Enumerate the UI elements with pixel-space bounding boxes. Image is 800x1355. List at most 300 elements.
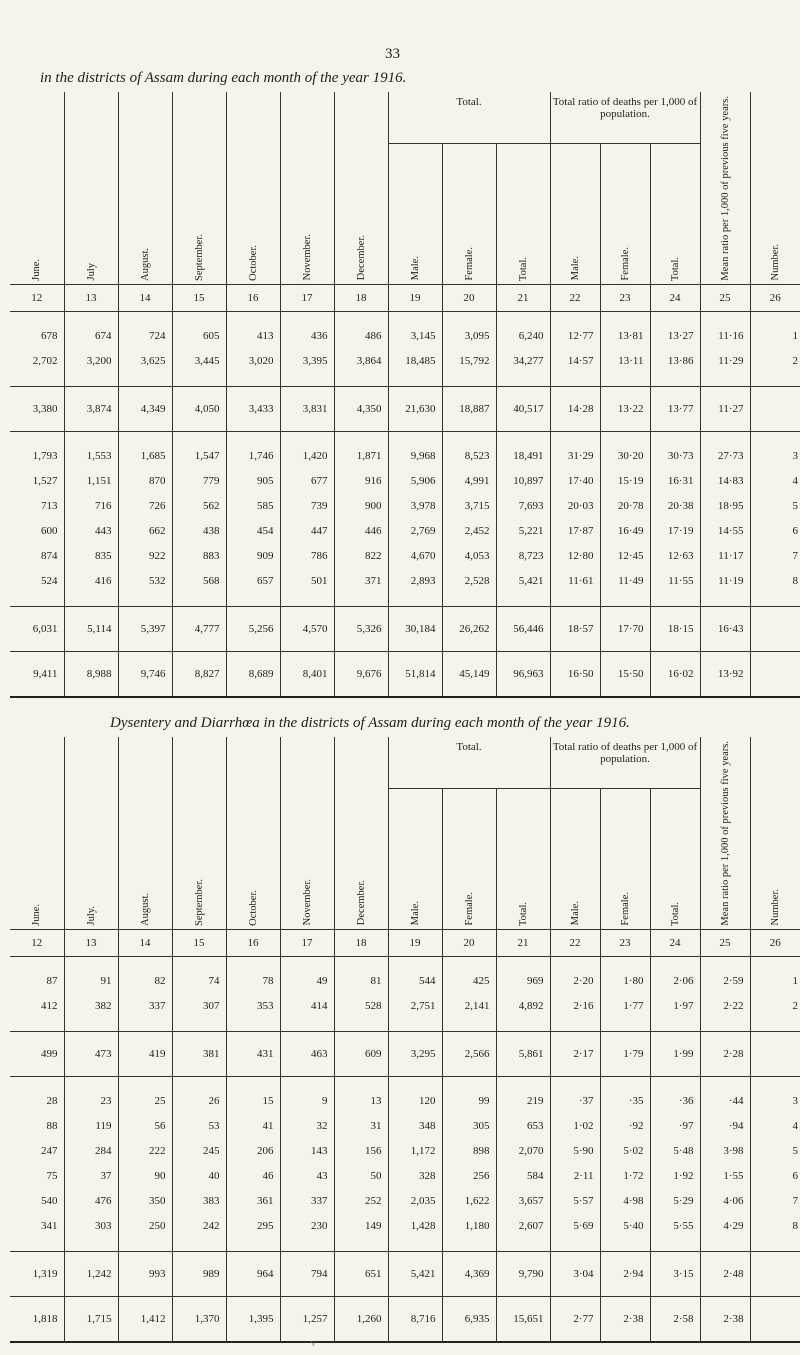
table-cell: 6,935 bbox=[442, 1296, 496, 1342]
table-cell: 473 bbox=[64, 1031, 118, 1076]
table-cell: 96,963 bbox=[496, 651, 550, 697]
table-cell: 1,260 bbox=[334, 1296, 388, 1342]
table-cell: 23 bbox=[64, 1089, 118, 1114]
table-cell: 16·43 bbox=[700, 606, 750, 651]
table-cell: 1·55 bbox=[700, 1164, 750, 1189]
table-cell: 219 bbox=[496, 1089, 550, 1114]
table-cell: 2·11 bbox=[550, 1164, 600, 1189]
column-number: 18 bbox=[334, 929, 388, 956]
table-cell: 17·40 bbox=[550, 469, 600, 494]
table-cell: 5,221 bbox=[496, 519, 550, 544]
table-cell: 1,257 bbox=[280, 1296, 334, 1342]
table-cell: 822 bbox=[334, 544, 388, 569]
table-cell: 337 bbox=[118, 994, 172, 1019]
table-cell: 4·06 bbox=[700, 1189, 750, 1214]
table-cell: 9,411 bbox=[10, 651, 64, 697]
month-header: September. bbox=[172, 92, 226, 284]
table-cell: 15,651 bbox=[496, 1296, 550, 1342]
month-header: August. bbox=[118, 737, 172, 929]
table-cell: 20·38 bbox=[650, 494, 700, 519]
table-cell: 16·31 bbox=[650, 469, 700, 494]
mean-ratio-header: Mean ratio per 1,000 of previous five years. bbox=[700, 92, 750, 284]
table-cell: 16·02 bbox=[650, 651, 700, 697]
table-cell: 2,035 bbox=[388, 1189, 442, 1214]
table-cell: 2·48 bbox=[700, 1251, 750, 1296]
table-cell: 4,350 bbox=[334, 386, 388, 431]
table-cell: 9 bbox=[280, 1089, 334, 1114]
table-row bbox=[10, 651, 800, 697]
table-cell: 2,528 bbox=[442, 569, 496, 594]
table-cell bbox=[750, 1296, 800, 1342]
table-cell: 18,491 bbox=[496, 444, 550, 469]
total-sub-header: Male. bbox=[388, 788, 442, 929]
table-cell: 3,395 bbox=[280, 349, 334, 374]
table-cell: 8,689 bbox=[226, 651, 280, 697]
table-cell: 5·57 bbox=[550, 1189, 600, 1214]
table-cell: 14·28 bbox=[550, 386, 600, 431]
table-row bbox=[10, 1031, 800, 1076]
table-cell: 5,114 bbox=[64, 606, 118, 651]
table-cell: 1·77 bbox=[600, 994, 650, 1019]
ratio-sub-header: Male. bbox=[550, 788, 600, 929]
table-cell: 371 bbox=[334, 569, 388, 594]
table-cell: 25 bbox=[118, 1089, 172, 1114]
table-cell: 11·29 bbox=[700, 349, 750, 374]
table-cell: 3,145 bbox=[388, 324, 442, 349]
table-cell: 17·70 bbox=[600, 606, 650, 651]
table-cell: 600 bbox=[10, 519, 64, 544]
table-cell: 726 bbox=[118, 494, 172, 519]
table-cell: 120 bbox=[388, 1089, 442, 1114]
table-cell: 898 bbox=[442, 1139, 496, 1164]
table-cell: 1·99 bbox=[650, 1031, 700, 1076]
table-cell: 609 bbox=[334, 1031, 388, 1076]
ratio-sub-header: Male. bbox=[550, 143, 600, 284]
table-cell: 2,893 bbox=[388, 569, 442, 594]
table-cell: 414 bbox=[280, 994, 334, 1019]
ratio-sub-header: Total. bbox=[650, 788, 700, 929]
table-cell: 5,421 bbox=[388, 1251, 442, 1296]
total-sub-header: Male. bbox=[388, 143, 442, 284]
column-number: 12 bbox=[10, 929, 64, 956]
table-cell: 870 bbox=[118, 469, 172, 494]
month-header: June. bbox=[10, 92, 64, 284]
table-cell: ·44 bbox=[700, 1089, 750, 1114]
table-cell: 7 bbox=[792, 550, 799, 563]
month-header: December. bbox=[334, 737, 388, 929]
column-number: 22 bbox=[550, 284, 600, 311]
table-cell: 3,625 bbox=[118, 349, 172, 374]
table-cell: 4·98 bbox=[600, 1189, 650, 1214]
table-cell: 4,892 bbox=[496, 994, 550, 1019]
table-cell: 677 bbox=[280, 469, 334, 494]
table-cell: 1,818 bbox=[10, 1296, 64, 1342]
number-header: Number. bbox=[750, 737, 800, 929]
table-cell: 20·03 bbox=[550, 494, 600, 519]
table-cell bbox=[750, 1031, 800, 1076]
column-number: 26 bbox=[750, 284, 800, 311]
table-cell: 5,256 bbox=[226, 606, 280, 651]
table2-title: Dysentery and Diarrhœa in the districts of Assam during each month of the year 1916. bbox=[110, 715, 630, 731]
table-cell: 11·49 bbox=[600, 569, 650, 594]
table-cell: 5,397 bbox=[118, 606, 172, 651]
table-cell: 6,031 bbox=[10, 606, 64, 651]
table-cell: 651 bbox=[334, 1251, 388, 1296]
table-row bbox=[10, 1164, 800, 1189]
table-cell: 6 bbox=[792, 1170, 799, 1183]
table-cell: 2,141 bbox=[442, 994, 496, 1019]
table-cell: 8,401 bbox=[280, 651, 334, 697]
table-cell: 7 bbox=[792, 1195, 799, 1208]
table-cell: 3,831 bbox=[280, 386, 334, 431]
table-cell: 779 bbox=[172, 469, 226, 494]
table-cell: 1·92 bbox=[650, 1164, 700, 1189]
month-header: November. bbox=[280, 92, 334, 284]
table-cell: 14·57 bbox=[550, 349, 600, 374]
table-cell: 2·06 bbox=[650, 969, 700, 994]
table-cell: 26 bbox=[172, 1089, 226, 1114]
table-cell: 8,827 bbox=[172, 651, 226, 697]
table-cell: 1,871 bbox=[334, 444, 388, 469]
table-cell: 295 bbox=[226, 1214, 280, 1239]
table-cell: 1,370 bbox=[172, 1296, 226, 1342]
table-cell: 454 bbox=[226, 519, 280, 544]
table-cell: 3·15 bbox=[650, 1251, 700, 1296]
table-cell: 12·45 bbox=[600, 544, 650, 569]
table-cell: 3,874 bbox=[64, 386, 118, 431]
table-cell: 91 bbox=[64, 969, 118, 994]
table-cell: 341 bbox=[10, 1214, 64, 1239]
month-header: July bbox=[64, 92, 118, 284]
table-cell: 56 bbox=[118, 1114, 172, 1139]
table-cell: 3,715 bbox=[442, 494, 496, 519]
table-cell: 8 bbox=[792, 575, 799, 588]
table-cell: ·97 bbox=[650, 1114, 700, 1139]
column-number: 15 bbox=[172, 284, 226, 311]
column-number: 13 bbox=[64, 929, 118, 956]
table-cell: ·92 bbox=[600, 1114, 650, 1139]
mean-ratio-header: Mean ratio per 1,000 of previous five years. bbox=[700, 737, 750, 929]
table-cell: 2,452 bbox=[442, 519, 496, 544]
table-cell: 2,751 bbox=[388, 994, 442, 1019]
table-cell: 14·83 bbox=[700, 469, 750, 494]
table-cell: 1,553 bbox=[64, 444, 118, 469]
table-cell: 5·02 bbox=[600, 1139, 650, 1164]
table-cell: 2·28 bbox=[700, 1031, 750, 1076]
table-cell: 2,566 bbox=[442, 1031, 496, 1076]
table-cell: 12·63 bbox=[650, 544, 700, 569]
ratio-sub-header: Female. bbox=[600, 143, 650, 284]
total-group-header: Total. bbox=[388, 92, 550, 143]
table-cell: 15 bbox=[226, 1089, 280, 1114]
table-cell: 964 bbox=[226, 1251, 280, 1296]
table-row bbox=[10, 386, 800, 431]
table-cell: 11·19 bbox=[700, 569, 750, 594]
table-cell: 8,716 bbox=[388, 1296, 442, 1342]
table-cell: 9,746 bbox=[118, 651, 172, 697]
table-cell: 2·22 bbox=[700, 994, 750, 1019]
table-cell: 3 bbox=[792, 1095, 799, 1108]
table-cell: 528 bbox=[334, 994, 388, 1019]
table-cell: ·36 bbox=[650, 1089, 700, 1114]
table-cell: 1·97 bbox=[650, 994, 700, 1019]
table-cell: 1,319 bbox=[10, 1251, 64, 1296]
table-cell: 874 bbox=[10, 544, 64, 569]
table-cell: 43 bbox=[280, 1164, 334, 1189]
table-cell: 75 bbox=[10, 1164, 64, 1189]
table-cell: 2·20 bbox=[550, 969, 600, 994]
table-cell: 13·11 bbox=[600, 349, 650, 374]
column-number: 25 bbox=[700, 929, 750, 956]
column-number: 24 bbox=[650, 929, 700, 956]
table-cell: 119 bbox=[64, 1114, 118, 1139]
table-cell: 9,968 bbox=[388, 444, 442, 469]
table-cell: 678 bbox=[10, 324, 64, 349]
table-cell: 443 bbox=[64, 519, 118, 544]
column-number: 15 bbox=[172, 929, 226, 956]
table-cell: 5 bbox=[792, 500, 799, 513]
table-cell: 256 bbox=[442, 1164, 496, 1189]
table-cell: 50 bbox=[334, 1164, 388, 1189]
ratio-group-header: Total ratio of deaths per 1,000 of population. bbox=[550, 92, 700, 143]
table-cell: 5,421 bbox=[496, 569, 550, 594]
table-cell: ·37 bbox=[550, 1089, 600, 1114]
table-cell: 10,897 bbox=[496, 469, 550, 494]
table-cell: 3,295 bbox=[388, 1031, 442, 1076]
column-number: 21 bbox=[496, 284, 550, 311]
table-cell: 4,053 bbox=[442, 544, 496, 569]
month-header: December. bbox=[334, 92, 388, 284]
table-cell: 222 bbox=[118, 1139, 172, 1164]
table-cell: 486 bbox=[334, 324, 388, 349]
table-cell: 11·27 bbox=[700, 386, 750, 431]
table-cell: 5,326 bbox=[334, 606, 388, 651]
table-cell: 900 bbox=[334, 494, 388, 519]
table-row bbox=[10, 1114, 800, 1139]
table-cell: 653 bbox=[496, 1114, 550, 1139]
column-number: 20 bbox=[442, 284, 496, 311]
month-header: September. bbox=[172, 737, 226, 929]
column-number: 22 bbox=[550, 929, 600, 956]
table-cell: 544 bbox=[388, 969, 442, 994]
table-cell: 713 bbox=[10, 494, 64, 519]
table-cell: 476 bbox=[64, 1189, 118, 1214]
table-cell: 2·16 bbox=[550, 994, 600, 1019]
table-cell: 30·73 bbox=[650, 444, 700, 469]
table-row bbox=[10, 606, 800, 651]
table-cell: 662 bbox=[118, 519, 172, 544]
table-cell: 6 bbox=[792, 525, 799, 538]
table-cell: 4,991 bbox=[442, 469, 496, 494]
table-cell: 32 bbox=[280, 1114, 334, 1139]
ratio-sub-header: Total. bbox=[650, 143, 700, 284]
table-cell: 51,814 bbox=[388, 651, 442, 697]
table-cell: 5·90 bbox=[550, 1139, 600, 1164]
table-cell: 5 bbox=[792, 1145, 799, 1158]
total-sub-header: Female. bbox=[442, 143, 496, 284]
table-cell: 5·40 bbox=[600, 1214, 650, 1239]
column-number: 18 bbox=[334, 284, 388, 311]
table-cell: 4,777 bbox=[172, 606, 226, 651]
table-cell: 438 bbox=[172, 519, 226, 544]
table-cell: 30·20 bbox=[600, 444, 650, 469]
table-cell: 835 bbox=[64, 544, 118, 569]
column-number: 16 bbox=[226, 284, 280, 311]
table-cell: 993 bbox=[118, 1251, 172, 1296]
table-cell: 605 bbox=[172, 324, 226, 349]
total-sub-header: Total. bbox=[496, 788, 550, 929]
table-cell: 2,769 bbox=[388, 519, 442, 544]
table-cell: 16·49 bbox=[600, 519, 650, 544]
table-cell: 2·58 bbox=[650, 1296, 700, 1342]
table-cell: 524 bbox=[10, 569, 64, 594]
ink-mark: ˅ bbox=[310, 1336, 317, 1350]
page-number: 33 bbox=[385, 46, 400, 62]
table-cell: 28 bbox=[10, 1089, 64, 1114]
table-cell: 31 bbox=[334, 1114, 388, 1139]
table-cell: 30,184 bbox=[388, 606, 442, 651]
table-row bbox=[10, 1089, 800, 1114]
table-cell: 5·48 bbox=[650, 1139, 700, 1164]
table-cell: 1·79 bbox=[600, 1031, 650, 1076]
table-cell: 5,906 bbox=[388, 469, 442, 494]
table-cell: 905 bbox=[226, 469, 280, 494]
table-cell: 1,412 bbox=[118, 1296, 172, 1342]
table-cell bbox=[750, 386, 800, 431]
table-cell: 989 bbox=[172, 1251, 226, 1296]
table-cell: 15·50 bbox=[600, 651, 650, 697]
table-cell bbox=[750, 651, 800, 697]
table-cell: 11·55 bbox=[650, 569, 700, 594]
column-number: 23 bbox=[600, 284, 650, 311]
table-cell: 16·50 bbox=[550, 651, 600, 697]
table-cell: 5·29 bbox=[650, 1189, 700, 1214]
table-cell: 463 bbox=[280, 1031, 334, 1076]
month-header: August. bbox=[118, 92, 172, 284]
table-cell bbox=[750, 606, 800, 651]
column-number: 16 bbox=[226, 929, 280, 956]
ratio-group-header: Total ratio of deaths per 1,000 of population. bbox=[550, 737, 700, 788]
column-number: 20 bbox=[442, 929, 496, 956]
table-cell: 8,523 bbox=[442, 444, 496, 469]
table-cell: 74 bbox=[172, 969, 226, 994]
table-cell: 26,262 bbox=[442, 606, 496, 651]
table-cell: 18·15 bbox=[650, 606, 700, 651]
table-cell: 2 bbox=[792, 355, 799, 368]
table-cell: 13 bbox=[334, 1089, 388, 1114]
total-sub-header: Female. bbox=[442, 788, 496, 929]
column-number: 19 bbox=[388, 284, 442, 311]
table-cell: 3,380 bbox=[10, 386, 64, 431]
table-cell: 4 bbox=[792, 1120, 799, 1133]
column-number: 17 bbox=[280, 284, 334, 311]
table-row bbox=[10, 349, 800, 374]
month-header: October. bbox=[226, 737, 280, 929]
table-cell: 8 bbox=[792, 1220, 799, 1233]
table-cell: 1·72 bbox=[600, 1164, 650, 1189]
table-cell: 250 bbox=[118, 1214, 172, 1239]
table-row bbox=[10, 544, 800, 569]
table-cell: 49 bbox=[280, 969, 334, 994]
table-cell: 88 bbox=[10, 1114, 64, 1139]
table-cell: 149 bbox=[334, 1214, 388, 1239]
table-cell: 2·77 bbox=[550, 1296, 600, 1342]
table-cell: 568 bbox=[172, 569, 226, 594]
table-row bbox=[10, 494, 800, 519]
month-header: July. bbox=[64, 737, 118, 929]
table-cell: 1,242 bbox=[64, 1251, 118, 1296]
table-cell: 883 bbox=[172, 544, 226, 569]
table-cell: 14·55 bbox=[700, 519, 750, 544]
table-cell: 353 bbox=[226, 994, 280, 1019]
table-cell: 350 bbox=[118, 1189, 172, 1214]
table-row bbox=[10, 324, 800, 349]
table-cell: 40 bbox=[172, 1164, 226, 1189]
table-cell: 303 bbox=[64, 1214, 118, 1239]
table-row bbox=[10, 994, 800, 1019]
table-cell: 41 bbox=[226, 1114, 280, 1139]
table1-title: in the districts of Assam during each month of the year 1916. bbox=[40, 70, 407, 86]
mortality-table bbox=[10, 92, 800, 698]
table-cell: 1,746 bbox=[226, 444, 280, 469]
month-header: November. bbox=[280, 737, 334, 929]
table-cell: 4·29 bbox=[700, 1214, 750, 1239]
table-row bbox=[10, 519, 800, 544]
table-cell: 11·17 bbox=[700, 544, 750, 569]
table-cell: 230 bbox=[280, 1214, 334, 1239]
table-cell: 13·27 bbox=[650, 324, 700, 349]
table-cell: 431 bbox=[226, 1031, 280, 1076]
table-cell: 78 bbox=[226, 969, 280, 994]
table-cell: 307 bbox=[172, 994, 226, 1019]
table-row bbox=[10, 1189, 800, 1214]
table-cell: 2·38 bbox=[600, 1296, 650, 1342]
table-cell: 328 bbox=[388, 1164, 442, 1189]
month-header: June. bbox=[10, 737, 64, 929]
table-cell: 584 bbox=[496, 1164, 550, 1189]
column-number: 19 bbox=[388, 929, 442, 956]
table-cell: 11·16 bbox=[700, 324, 750, 349]
table-cell: 419 bbox=[118, 1031, 172, 1076]
table-cell: 87 bbox=[10, 969, 64, 994]
table-cell: 3·04 bbox=[550, 1251, 600, 1296]
table-cell: 2·17 bbox=[550, 1031, 600, 1076]
table-row bbox=[10, 1214, 800, 1239]
column-number: 24 bbox=[650, 284, 700, 311]
table-cell: 436 bbox=[280, 324, 334, 349]
table-cell: 1,151 bbox=[64, 469, 118, 494]
table-cell: 99 bbox=[442, 1089, 496, 1114]
table-row bbox=[10, 1139, 800, 1164]
total-sub-header: Total. bbox=[496, 143, 550, 284]
table-cell: 5,861 bbox=[496, 1031, 550, 1076]
table-cell: 18,887 bbox=[442, 386, 496, 431]
table-cell: 13·92 bbox=[700, 651, 750, 697]
table-cell: 81 bbox=[334, 969, 388, 994]
table-cell: 674 bbox=[64, 324, 118, 349]
table-cell: 499 bbox=[10, 1031, 64, 1076]
table-cell: 916 bbox=[334, 469, 388, 494]
table-cell: 739 bbox=[280, 494, 334, 519]
table-cell: 37 bbox=[64, 1164, 118, 1189]
table-cell: 245 bbox=[172, 1139, 226, 1164]
table-cell: 305 bbox=[442, 1114, 496, 1139]
table-cell: 3,020 bbox=[226, 349, 280, 374]
table-cell: 40,517 bbox=[496, 386, 550, 431]
table-cell: 1 bbox=[792, 330, 799, 343]
table-cell: 7,693 bbox=[496, 494, 550, 519]
table-cell: 34,277 bbox=[496, 349, 550, 374]
